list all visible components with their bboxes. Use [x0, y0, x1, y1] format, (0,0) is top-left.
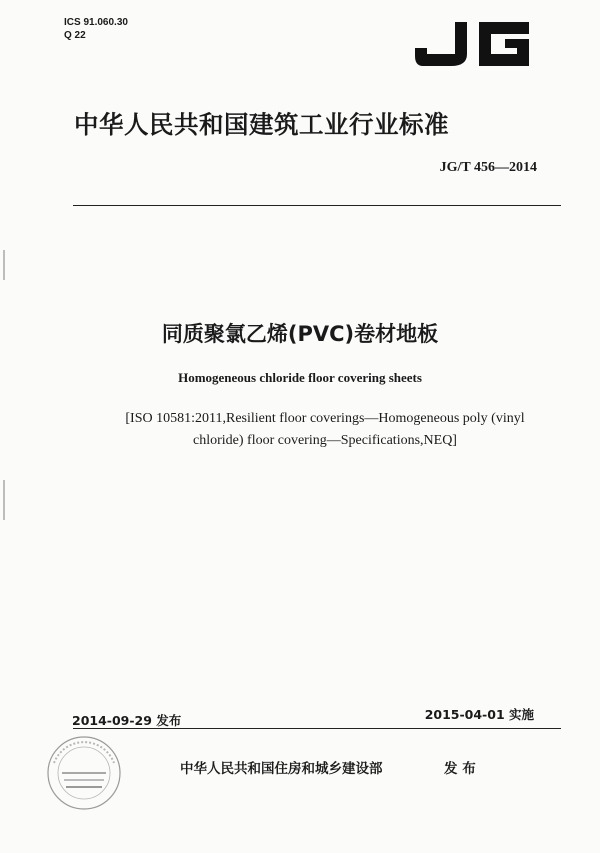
- footer-divider: [73, 728, 561, 729]
- scan-edge-mark: [3, 250, 5, 280]
- ics-code: ICS 91.060.30: [64, 17, 128, 28]
- issue-date: 2014-09-29 发布: [72, 713, 182, 728]
- circular-stamp-seal: [44, 733, 124, 813]
- header-divider: [73, 205, 561, 206]
- adoption-note: [ISO 10581:2011,Resilient floor coverings—Homogeneous poly (vinyl chloride) floor covering—Specifications,NEQ]: [125, 411, 525, 448]
- implementation-date: 2015-04-01 实施: [424, 707, 534, 722]
- publish-label: 发 布: [444, 761, 476, 777]
- ministry-standard-title: 中华人民共和国建筑工业行业标准: [74, 110, 449, 139]
- standard-title-english: Homogeneous chloride floor covering sheets: [178, 370, 422, 385]
- scan-edge-mark: [3, 480, 5, 520]
- publisher: 中华人民共和国住房和城乡建设部: [180, 761, 383, 777]
- standard-title-chinese: 同质聚氯乙烯(PVC)卷材地板: [161, 322, 439, 346]
- classification-codes: [64, 16, 128, 42]
- standard-number: JG/T 456—2014: [439, 160, 537, 175]
- jg-logo: [413, 18, 533, 70]
- ccs-code: Q 22: [64, 30, 86, 41]
